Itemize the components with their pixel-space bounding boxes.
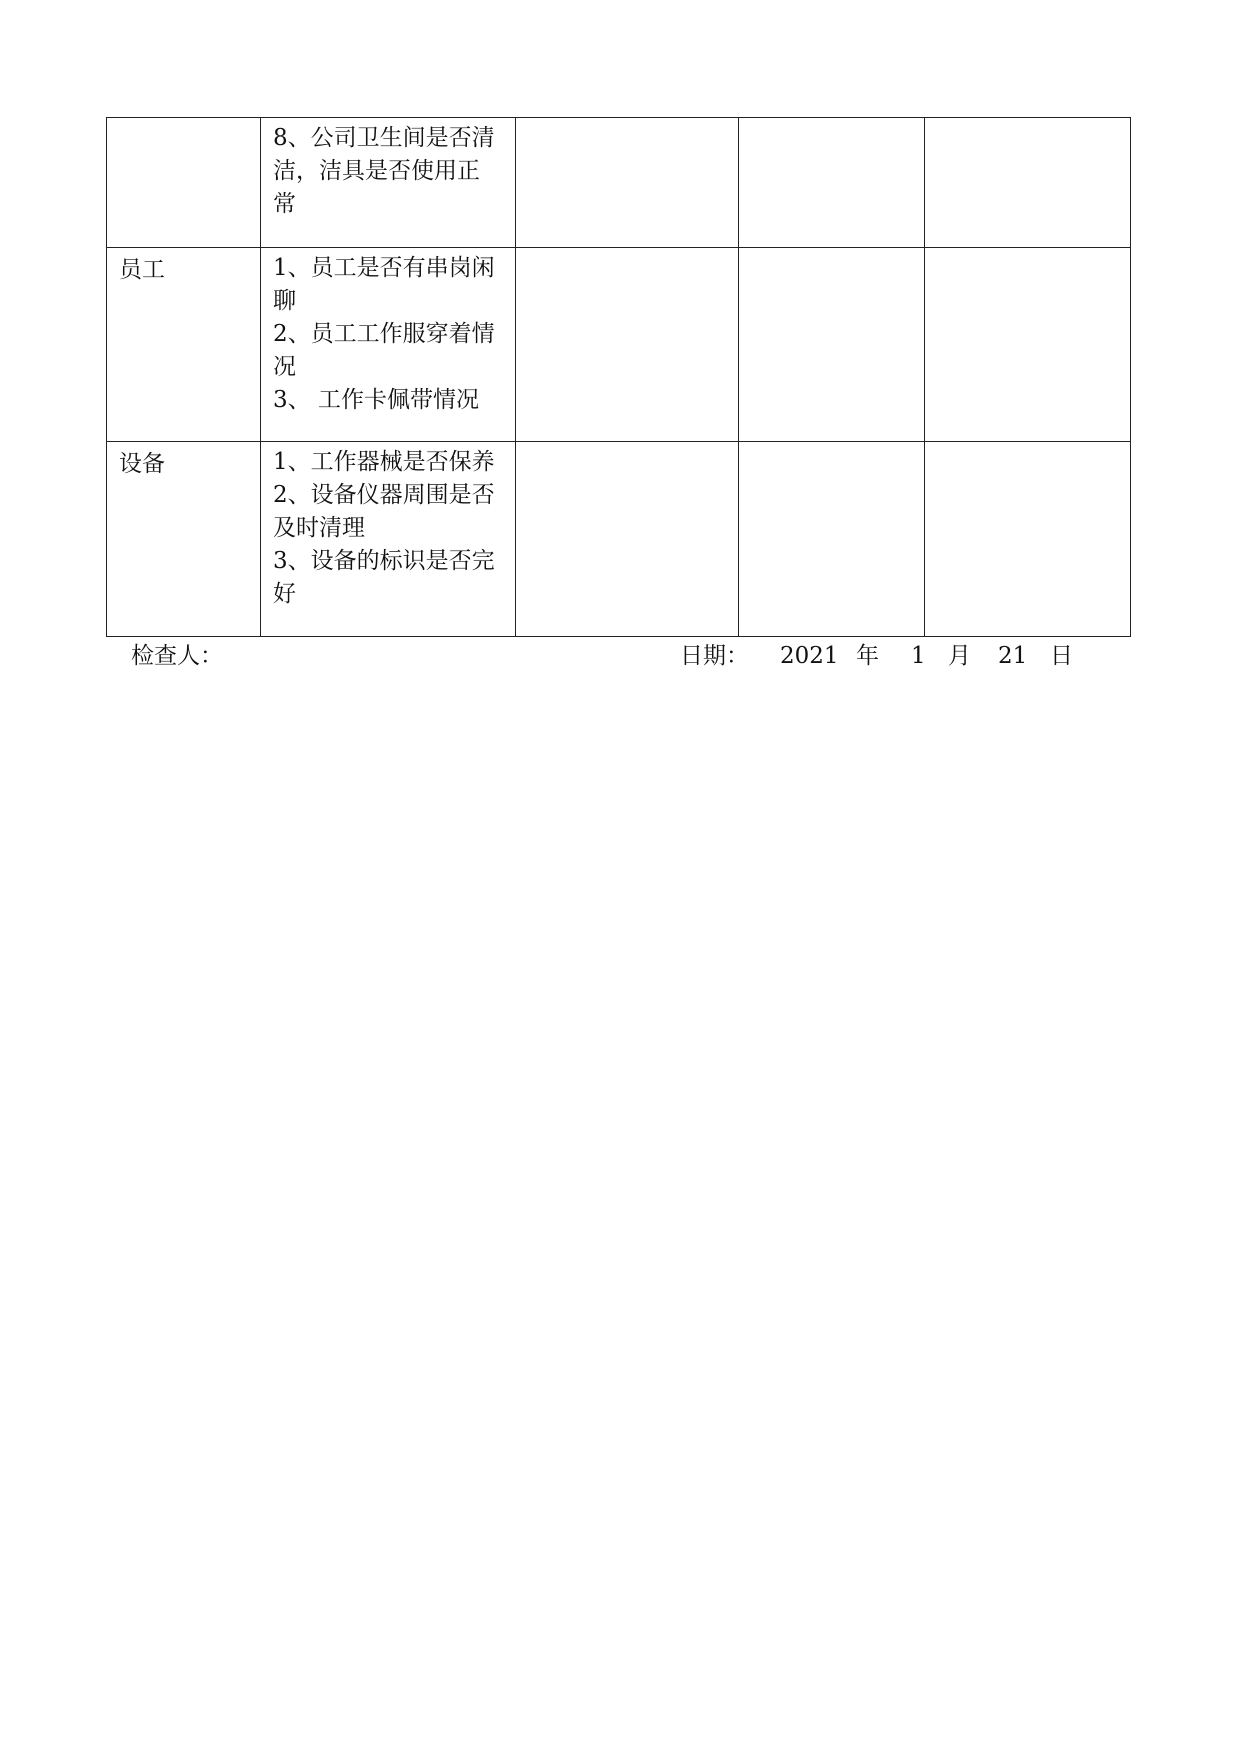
item-line: 2、员工工作服穿着情 bbox=[273, 321, 495, 347]
score-cell bbox=[739, 442, 925, 637]
item-line: 8、公司卫生间是否清 bbox=[273, 125, 495, 151]
items-cell bbox=[261, 118, 516, 248]
table-row bbox=[107, 442, 1131, 637]
category-cell bbox=[107, 442, 261, 637]
table-row bbox=[107, 118, 1131, 248]
category-label: 员工 bbox=[119, 257, 165, 283]
date-year-unit: 年 bbox=[856, 643, 879, 669]
date-month: 1 bbox=[911, 643, 926, 669]
result-cell bbox=[516, 118, 739, 248]
date-year: 2021 bbox=[780, 643, 839, 669]
date-label: 日期： bbox=[680, 643, 749, 669]
category-cell bbox=[107, 248, 261, 442]
date-day-unit: 日 bbox=[1050, 643, 1073, 669]
date-day: 21 bbox=[998, 643, 1028, 669]
items-cell bbox=[261, 248, 516, 442]
item-line: 3、设备的标识是否完 bbox=[273, 548, 495, 574]
result-cell bbox=[516, 248, 739, 442]
remark-cell bbox=[925, 442, 1131, 637]
item-line: 况 bbox=[273, 354, 296, 380]
item-line: 2、设备仪器周围是否 bbox=[273, 482, 495, 508]
result-cell bbox=[516, 442, 739, 637]
item-line: 1、员工是否有串岗闲 bbox=[273, 255, 495, 281]
category-cell bbox=[107, 118, 261, 248]
score-cell bbox=[739, 248, 925, 442]
category-label: 设备 bbox=[119, 451, 165, 477]
inspector-label: 检查人： bbox=[131, 643, 223, 669]
item-line: 及时清理 bbox=[273, 515, 365, 541]
score-cell bbox=[739, 118, 925, 248]
item-line: 聊 bbox=[273, 288, 296, 314]
item-line: 1、工作器械是否保养 bbox=[273, 449, 495, 475]
inspection-table bbox=[106, 117, 1131, 637]
table-row bbox=[107, 248, 1131, 442]
item-line: 3、 工作卡佩带情况 bbox=[273, 387, 479, 413]
item-line: 常 bbox=[273, 191, 296, 217]
items-cell bbox=[261, 442, 516, 637]
item-line: 好 bbox=[273, 581, 296, 607]
date-line bbox=[680, 641, 1073, 671]
date-month-unit: 月 bbox=[948, 643, 971, 669]
remark-cell bbox=[925, 118, 1131, 248]
item-line: 洁，洁具是否使用正 bbox=[273, 158, 480, 184]
remark-cell bbox=[925, 248, 1131, 442]
